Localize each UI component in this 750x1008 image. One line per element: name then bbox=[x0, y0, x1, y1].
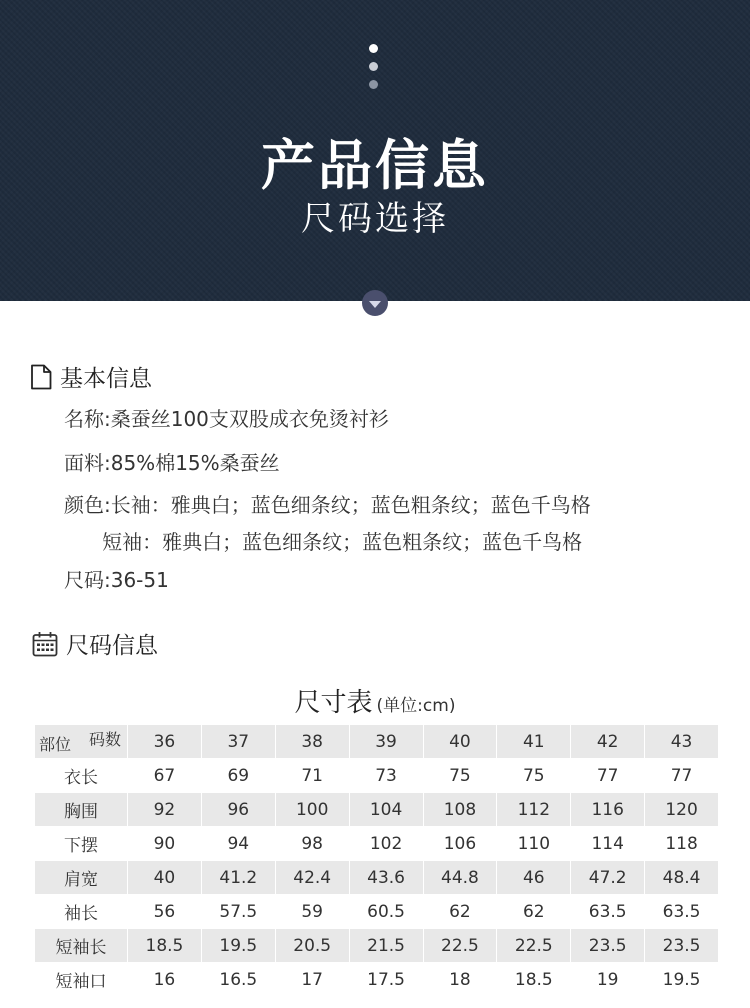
size-header-cell: 37 bbox=[201, 725, 275, 759]
table-cell: 90 bbox=[128, 827, 202, 861]
size-header-cell: 42 bbox=[571, 725, 645, 759]
table-cell: 104 bbox=[349, 793, 423, 827]
table-cell: 75 bbox=[497, 759, 571, 793]
table-header-row bbox=[35, 725, 719, 759]
table-cell: 21.5 bbox=[349, 929, 423, 963]
table-cell: 18.5 bbox=[128, 929, 202, 963]
table-cell: 106 bbox=[423, 827, 497, 861]
document-icon bbox=[30, 364, 52, 390]
table-cell: 96 bbox=[201, 793, 275, 827]
row-label-cell: 袖长 bbox=[35, 895, 128, 929]
chevron-down-icon bbox=[369, 301, 381, 308]
calendar-icon bbox=[32, 631, 58, 657]
table-cell: 44.8 bbox=[423, 861, 497, 895]
table-cell: 60.5 bbox=[349, 895, 423, 929]
table-cell: 112 bbox=[497, 793, 571, 827]
table-corner-cell bbox=[35, 725, 128, 759]
size-info-title: 尺码信息 bbox=[66, 633, 158, 659]
table-cell: 19.5 bbox=[201, 929, 275, 963]
table-cell: 57.5 bbox=[201, 895, 275, 929]
banner-title: 产品信息 bbox=[261, 134, 489, 197]
table-cell: 19.5 bbox=[645, 963, 719, 997]
table-cell: 62 bbox=[497, 895, 571, 929]
table-cell: 77 bbox=[645, 759, 719, 793]
table-cell: 71 bbox=[275, 759, 349, 793]
table-cell: 48.4 bbox=[645, 861, 719, 895]
table-cell: 75 bbox=[423, 759, 497, 793]
table-row bbox=[35, 929, 719, 963]
table-cell: 16.5 bbox=[201, 963, 275, 997]
size-header-cell: 39 bbox=[349, 725, 423, 759]
pagination-dot-icon bbox=[369, 44, 378, 53]
table-cell: 43.6 bbox=[349, 861, 423, 895]
table-cell: 100 bbox=[275, 793, 349, 827]
table-row bbox=[35, 793, 719, 827]
table-cell: 94 bbox=[201, 827, 275, 861]
table-cell: 46 bbox=[497, 861, 571, 895]
row-label-cell: 下摆 bbox=[35, 827, 128, 861]
row-label-cell: 胸围 bbox=[35, 793, 128, 827]
table-cell: 17.5 bbox=[349, 963, 423, 997]
row-label-cell: 短袖口 bbox=[35, 963, 128, 997]
scroll-down-button[interactable] bbox=[362, 290, 388, 316]
row-label-cell: 衣长 bbox=[35, 759, 128, 793]
size-header-cell: 40 bbox=[423, 725, 497, 759]
row-label-cell: 肩宽 bbox=[35, 861, 128, 895]
table-cell: 17 bbox=[275, 963, 349, 997]
table-cell: 92 bbox=[128, 793, 202, 827]
row-label-cell: 短袖长 bbox=[35, 929, 128, 963]
table-cell: 59 bbox=[275, 895, 349, 929]
size-header-cell: 41 bbox=[497, 725, 571, 759]
table-cell: 110 bbox=[497, 827, 571, 861]
size-header-cell: 36 bbox=[128, 725, 202, 759]
table-cell: 18 bbox=[423, 963, 497, 997]
table-cell: 67 bbox=[128, 759, 202, 793]
pagination-dot-icon bbox=[369, 80, 378, 89]
info-color-short: 短袖：雅典白；蓝色细条纹；蓝色粗条纹；蓝色千鸟格 bbox=[64, 530, 583, 554]
table-cell: 108 bbox=[423, 793, 497, 827]
table-cell: 63.5 bbox=[571, 895, 645, 929]
table-cell: 73 bbox=[349, 759, 423, 793]
table-cell: 16 bbox=[128, 963, 202, 997]
table-cell: 41.2 bbox=[201, 861, 275, 895]
corner-label-size: 码数 bbox=[88, 730, 121, 749]
size-table-unit: (单位:cm) bbox=[376, 696, 456, 716]
table-cell: 42.4 bbox=[275, 861, 349, 895]
basic-info-title: 基本信息 bbox=[60, 366, 152, 392]
table-cell: 116 bbox=[571, 793, 645, 827]
table-cell: 22.5 bbox=[423, 929, 497, 963]
basic-info-heading bbox=[30, 360, 152, 393]
table-cell: 69 bbox=[201, 759, 275, 793]
table-cell: 23.5 bbox=[571, 929, 645, 963]
table-row bbox=[35, 827, 719, 861]
size-header-cell: 38 bbox=[275, 725, 349, 759]
table-row bbox=[35, 963, 719, 997]
table-cell: 23.5 bbox=[645, 929, 719, 963]
size-table-title-text: 尺寸表 bbox=[294, 688, 373, 718]
size-table bbox=[34, 724, 719, 997]
table-cell: 20.5 bbox=[275, 929, 349, 963]
table-cell: 22.5 bbox=[497, 929, 571, 963]
table-cell: 18.5 bbox=[497, 963, 571, 997]
info-size: 尺码:36-51 bbox=[64, 568, 169, 592]
table-row bbox=[35, 861, 719, 895]
table-cell: 47.2 bbox=[571, 861, 645, 895]
size-table-title bbox=[0, 682, 750, 719]
banner-subtitle: 尺码选择 bbox=[301, 199, 449, 239]
size-header-cell: 43 bbox=[645, 725, 719, 759]
pagination-dot-icon bbox=[369, 62, 378, 71]
table-cell: 63.5 bbox=[645, 895, 719, 929]
header-banner bbox=[0, 0, 750, 301]
table-cell: 56 bbox=[128, 895, 202, 929]
table-cell: 102 bbox=[349, 827, 423, 861]
table-cell: 120 bbox=[645, 793, 719, 827]
table-cell: 62 bbox=[423, 895, 497, 929]
table-cell: 77 bbox=[571, 759, 645, 793]
table-cell: 98 bbox=[275, 827, 349, 861]
table-cell: 19 bbox=[571, 963, 645, 997]
table-cell: 114 bbox=[571, 827, 645, 861]
corner-label-part: 部位 bbox=[39, 735, 72, 754]
table-cell: 40 bbox=[128, 861, 202, 895]
size-info-heading bbox=[32, 627, 158, 660]
table-row bbox=[35, 895, 719, 929]
table-row bbox=[35, 759, 719, 793]
info-fabric: 面料:85%棉15%桑蚕丝 bbox=[64, 451, 280, 475]
info-color-long: 颜色:长袖：雅典白；蓝色细条纹；蓝色粗条纹；蓝色千鸟格 bbox=[64, 493, 591, 517]
info-name: 名称:桑蚕丝100支双股成衣免烫衬衫 bbox=[64, 407, 389, 431]
table-cell: 118 bbox=[645, 827, 719, 861]
